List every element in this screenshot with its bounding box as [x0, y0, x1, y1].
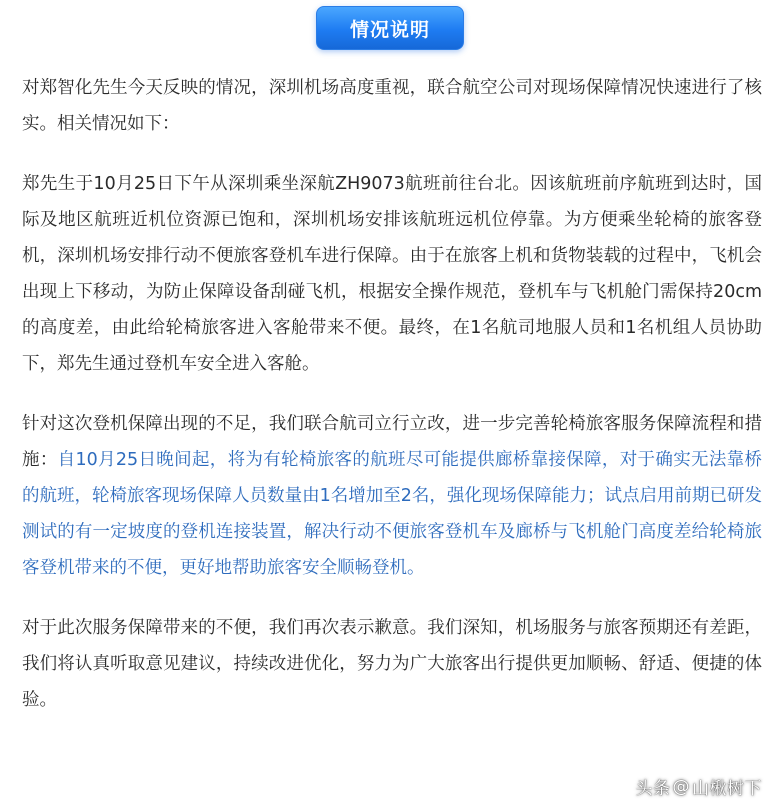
watermark-source: 头条: [635, 779, 671, 799]
watermark-author: 山楸树下: [692, 779, 762, 799]
page-title: 情况说明: [349, 18, 430, 41]
document-body: [22, 70, 762, 742]
paragraph-intro: 对郑智化先生今天反映的情况，深圳机场高度重视，联合航空公司对现场保障情况快速进行了核实。相关情况如下：: [22, 78, 762, 134]
paragraph-apology: 对于此次服务保障带来的不便，我们再次表示歉意。我们深知，机场服务与旅客预期还有差距，我们将认真听取意见建议，持续改进优化，努力为广大旅客出行提供更加顺畅、舒适、便捷的体验。: [22, 618, 762, 710]
watermark: [636, 774, 763, 799]
measures-highlight-text: 自10月25日晚间起，将为有轮椅旅客的航班尽可能提供廊桥靠接保障，对于确实无法靠桥的航班，轮椅旅客现场保障人员数量由1名增加至2名，强化现场保障能力；试点启用前期已研发测试的有一定坡度的登机连接装置，解决行动不便旅客登机车及廊桥与飞机舱门高度差给轮椅旅客登机带来的不便，更好地帮助旅客安全顺畅登机。: [22, 450, 762, 578]
title-badge: [316, 6, 464, 50]
watermark-separator: @: [672, 776, 690, 797]
measures-intro-text: 针对这次登机保障出现的不足，我们联合航司立行立改，进一步完善轮椅旅客服务保障流程和措施：: [22, 414, 762, 470]
paragraph-incident: 郑先生于10月25日下午从深圳乘坐深航ZH9073航班前往台北。因该航班前序航班到达时，国际及地区航班近机位资源已饱和，深圳机场安排该航班远机位停靠。为方便乘坐轮椅的旅客登机，深圳机场安排行动不便旅客登机车进行保障。由于在旅客上机和货物装载的过程中，飞机会出现上下移动，为防止保障设备刮碰飞机，根据安全操作规范，登机车与飞机舱门需保持20cm的高度差，由此给轮椅旅客进入客舱带来不便。最终，在1名航司地服人员和1名机组人员协助下，郑先生通过登机车安全进入客舱。: [22, 174, 762, 374]
paragraph-measures: [22, 406, 762, 586]
